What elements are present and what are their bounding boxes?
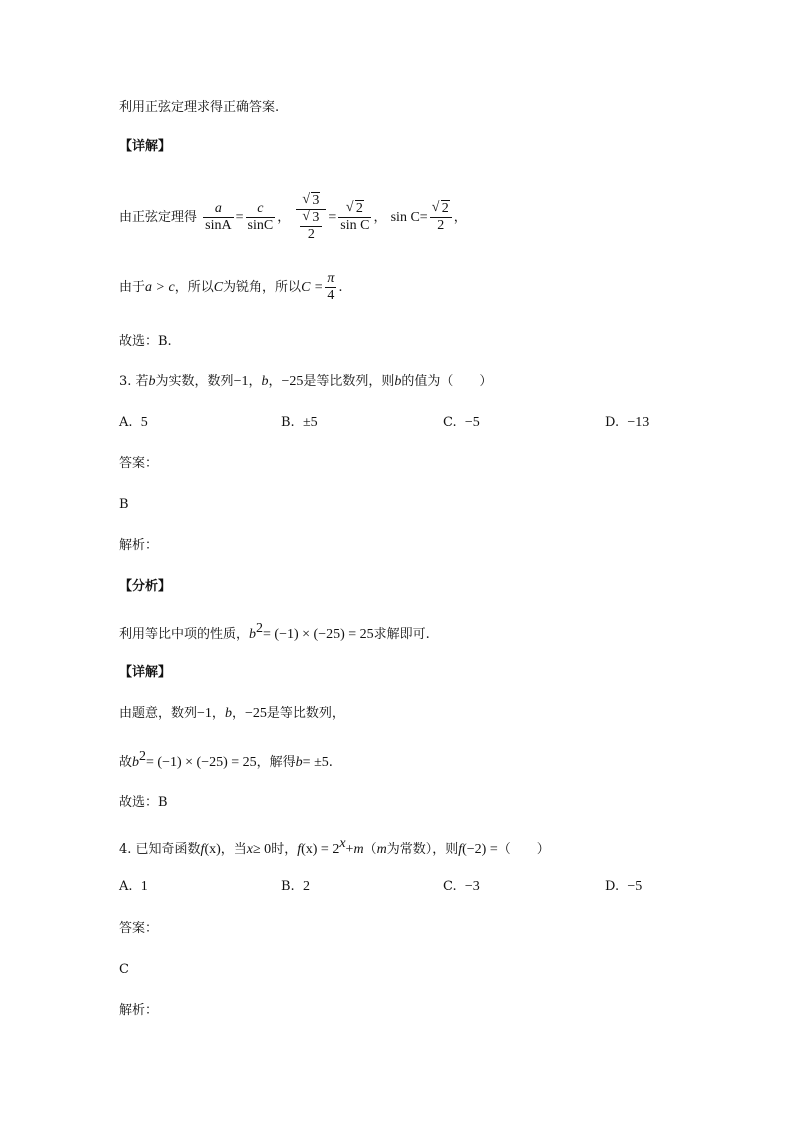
option-value: −3 bbox=[464, 879, 480, 894]
text: 求解即可. bbox=[373, 627, 430, 642]
q3-option-a[interactable] bbox=[119, 414, 148, 432]
math-inline: (x) = 2 bbox=[301, 842, 340, 857]
fraction-pi-over-4 bbox=[325, 271, 336, 304]
frac-den bbox=[203, 218, 233, 234]
radicand: 2 bbox=[441, 201, 449, 216]
text: ， bbox=[268, 374, 282, 389]
math-inline: = (−1) × (−25) = 25 bbox=[146, 755, 257, 770]
analysis-label: 解析： bbox=[119, 1003, 159, 1018]
text: 的值为（ ） bbox=[401, 374, 493, 389]
text: . bbox=[328, 755, 333, 770]
frac-den-text: sinA bbox=[205, 218, 232, 233]
frac-num: π bbox=[327, 271, 335, 286]
q3-detail-line-1 bbox=[119, 705, 345, 723]
comma: ， bbox=[373, 210, 387, 225]
equals: = bbox=[235, 210, 244, 225]
math-inline: = ±5 bbox=[302, 755, 329, 770]
math-inline: b bbox=[249, 627, 257, 642]
sqrt-sign bbox=[346, 201, 364, 217]
q3-fenxi-label bbox=[119, 578, 171, 596]
sqrt-sign bbox=[432, 201, 450, 217]
q4-option-b[interactable] bbox=[281, 878, 310, 896]
text: 4. 已知奇函数 bbox=[119, 842, 201, 857]
intro-text: 利用正弦定理求得正确答案. bbox=[119, 100, 280, 115]
q4-answer bbox=[119, 961, 129, 979]
answer-value: C bbox=[119, 962, 129, 977]
text: 时， bbox=[271, 842, 298, 857]
inner-fraction bbox=[300, 210, 322, 243]
equals: = bbox=[328, 210, 337, 225]
q3-option-b[interactable] bbox=[281, 414, 318, 432]
math-inline: −25 bbox=[244, 706, 267, 721]
math-inline: f bbox=[200, 842, 205, 857]
answer-value: B bbox=[119, 497, 129, 512]
text: 为锐角，所以 bbox=[223, 280, 302, 295]
math-inline: b bbox=[224, 706, 232, 721]
q4-option-c[interactable] bbox=[443, 878, 480, 896]
option-label: A. bbox=[119, 415, 133, 430]
q3-detail-line-2: 故$b^2= (-1) \times (-25) = 25$，解得b= ±5. bbox=[119, 749, 333, 770]
frac-den: 2 bbox=[307, 226, 315, 242]
section-label bbox=[119, 138, 171, 156]
option-value: 5 bbox=[140, 415, 148, 430]
text: （ bbox=[363, 842, 377, 857]
option-value: 2 bbox=[302, 879, 310, 894]
frac-num bbox=[430, 201, 452, 218]
math-inline: m bbox=[353, 842, 364, 857]
frac-num bbox=[300, 210, 322, 227]
text: 利用等比中项的性质， bbox=[119, 627, 250, 642]
choose-text: 故选：B. bbox=[119, 334, 172, 349]
comma: ， bbox=[277, 210, 291, 225]
radicand: 3 bbox=[312, 192, 320, 208]
frac-num bbox=[296, 193, 326, 210]
text: ，解得 bbox=[256, 755, 296, 770]
text: 是等比数列，则 bbox=[303, 374, 395, 389]
option-value: −13 bbox=[627, 415, 650, 430]
option-value: 1 bbox=[140, 879, 148, 894]
q3-choose bbox=[119, 794, 168, 812]
sine-law-line bbox=[119, 188, 467, 248]
frac-den: 4 bbox=[327, 288, 335, 303]
equals: = bbox=[419, 210, 428, 225]
math-inline: −1 bbox=[197, 706, 212, 721]
math-inline: b bbox=[394, 374, 402, 389]
text: （ ） bbox=[497, 842, 550, 857]
superscript: x bbox=[339, 836, 346, 851]
option-value: −5 bbox=[627, 879, 643, 894]
radicand: 2 bbox=[355, 201, 363, 216]
option-label: B. bbox=[281, 415, 295, 430]
radicand: 3 bbox=[312, 209, 320, 225]
math-inline: + bbox=[345, 842, 354, 857]
text: ， bbox=[248, 374, 262, 389]
option-label: D. bbox=[605, 879, 620, 894]
frac-den: 2 bbox=[437, 218, 445, 233]
math-inline: C bbox=[213, 280, 224, 295]
q3-option-c[interactable] bbox=[443, 414, 480, 432]
q3-option-d[interactable] bbox=[605, 414, 649, 432]
math-inline: b bbox=[148, 374, 156, 389]
sine-law-prefix: 由正弦定理得 bbox=[119, 210, 198, 225]
period: . bbox=[338, 280, 343, 295]
frac-den bbox=[296, 210, 326, 243]
q4-analysis-label bbox=[119, 1002, 158, 1020]
math-inline: = (−1) × (−25) = 25 bbox=[263, 627, 374, 642]
text: ， bbox=[231, 706, 245, 721]
q3-detail-label bbox=[119, 664, 171, 682]
acute-angle-line bbox=[119, 268, 343, 308]
text: 由题意，数列 bbox=[119, 706, 198, 721]
math-inline: x bbox=[246, 842, 253, 857]
answer-choice-line bbox=[119, 333, 172, 351]
answer-label: 答案： bbox=[119, 456, 159, 471]
math-inline: m bbox=[376, 842, 387, 857]
sqrt-sign bbox=[302, 210, 320, 226]
question-3-stem bbox=[119, 373, 492, 391]
math-inline: b bbox=[132, 755, 140, 770]
text-line bbox=[119, 99, 279, 117]
analysis-label: 解析： bbox=[119, 538, 159, 553]
frac-num: a bbox=[203, 201, 233, 218]
math-inline: b bbox=[261, 374, 269, 389]
fraction-c-over-sinC bbox=[246, 201, 276, 234]
math-inline: f bbox=[458, 842, 463, 857]
fraction-sqrt2-over-sinC bbox=[338, 201, 371, 234]
math-inline: (−2) = bbox=[462, 842, 498, 857]
frac-den: sinC bbox=[247, 218, 274, 233]
text: 为实数，数列 bbox=[155, 374, 234, 389]
fraction-sqrt3-over-sqrt3-2 bbox=[296, 193, 326, 243]
text: ， bbox=[211, 706, 225, 721]
q3-answer-label bbox=[119, 455, 158, 473]
option-label: D. bbox=[605, 415, 620, 430]
comma: ， bbox=[453, 210, 467, 225]
math-inline: f bbox=[297, 842, 302, 857]
text: 为常数），则 bbox=[386, 842, 459, 857]
frac-den: sin C bbox=[340, 218, 370, 233]
text: ，当 bbox=[220, 842, 247, 857]
math-inline: b bbox=[295, 755, 303, 770]
math-inline: C = bbox=[301, 280, 324, 295]
option-label: A. bbox=[119, 879, 133, 894]
q4-option-d[interactable] bbox=[605, 878, 642, 896]
math-inline: (x) bbox=[204, 842, 221, 857]
detail-label: 【详解】 bbox=[119, 139, 172, 154]
option-label: C. bbox=[443, 415, 457, 430]
math-inline: ≥ 0 bbox=[253, 842, 272, 857]
fraction-a-over-sinA bbox=[203, 201, 233, 234]
text: ，所以 bbox=[174, 280, 214, 295]
text: 3. 若 bbox=[119, 374, 149, 389]
fraction-sqrt2-over-2 bbox=[430, 201, 452, 234]
answer-label: 答案： bbox=[119, 921, 159, 936]
q3-fenxi-line: 利用等比中项的性质，$b^2= (-1) \times (-25) = 25$求解即可. bbox=[119, 621, 430, 642]
detail-label: 【详解】 bbox=[119, 665, 172, 680]
q4-answer-label bbox=[119, 920, 158, 938]
math-inline: a > c bbox=[145, 280, 175, 295]
text: 由于 bbox=[119, 280, 146, 295]
text: 故 bbox=[119, 755, 133, 770]
choose-text: 故选：B bbox=[119, 795, 168, 810]
option-value: −5 bbox=[464, 415, 480, 430]
sinC-lhs: sin C bbox=[390, 210, 420, 225]
frac-num: c bbox=[246, 201, 276, 218]
question-4-stem bbox=[119, 835, 550, 859]
text: 是等比数列， bbox=[266, 706, 345, 721]
math-inline: −25 bbox=[281, 374, 304, 389]
q3-answer bbox=[119, 496, 129, 514]
sqrt-sign bbox=[302, 193, 320, 209]
option-value: ±5 bbox=[302, 415, 318, 430]
option-label: C. bbox=[443, 879, 457, 894]
q4-option-a[interactable] bbox=[119, 878, 148, 896]
fenxi-label: 【分析】 bbox=[119, 579, 172, 594]
frac-num bbox=[338, 201, 371, 218]
option-label: B. bbox=[281, 879, 295, 894]
math-inline: −1 bbox=[233, 374, 249, 389]
q3-analysis-label bbox=[119, 537, 158, 555]
